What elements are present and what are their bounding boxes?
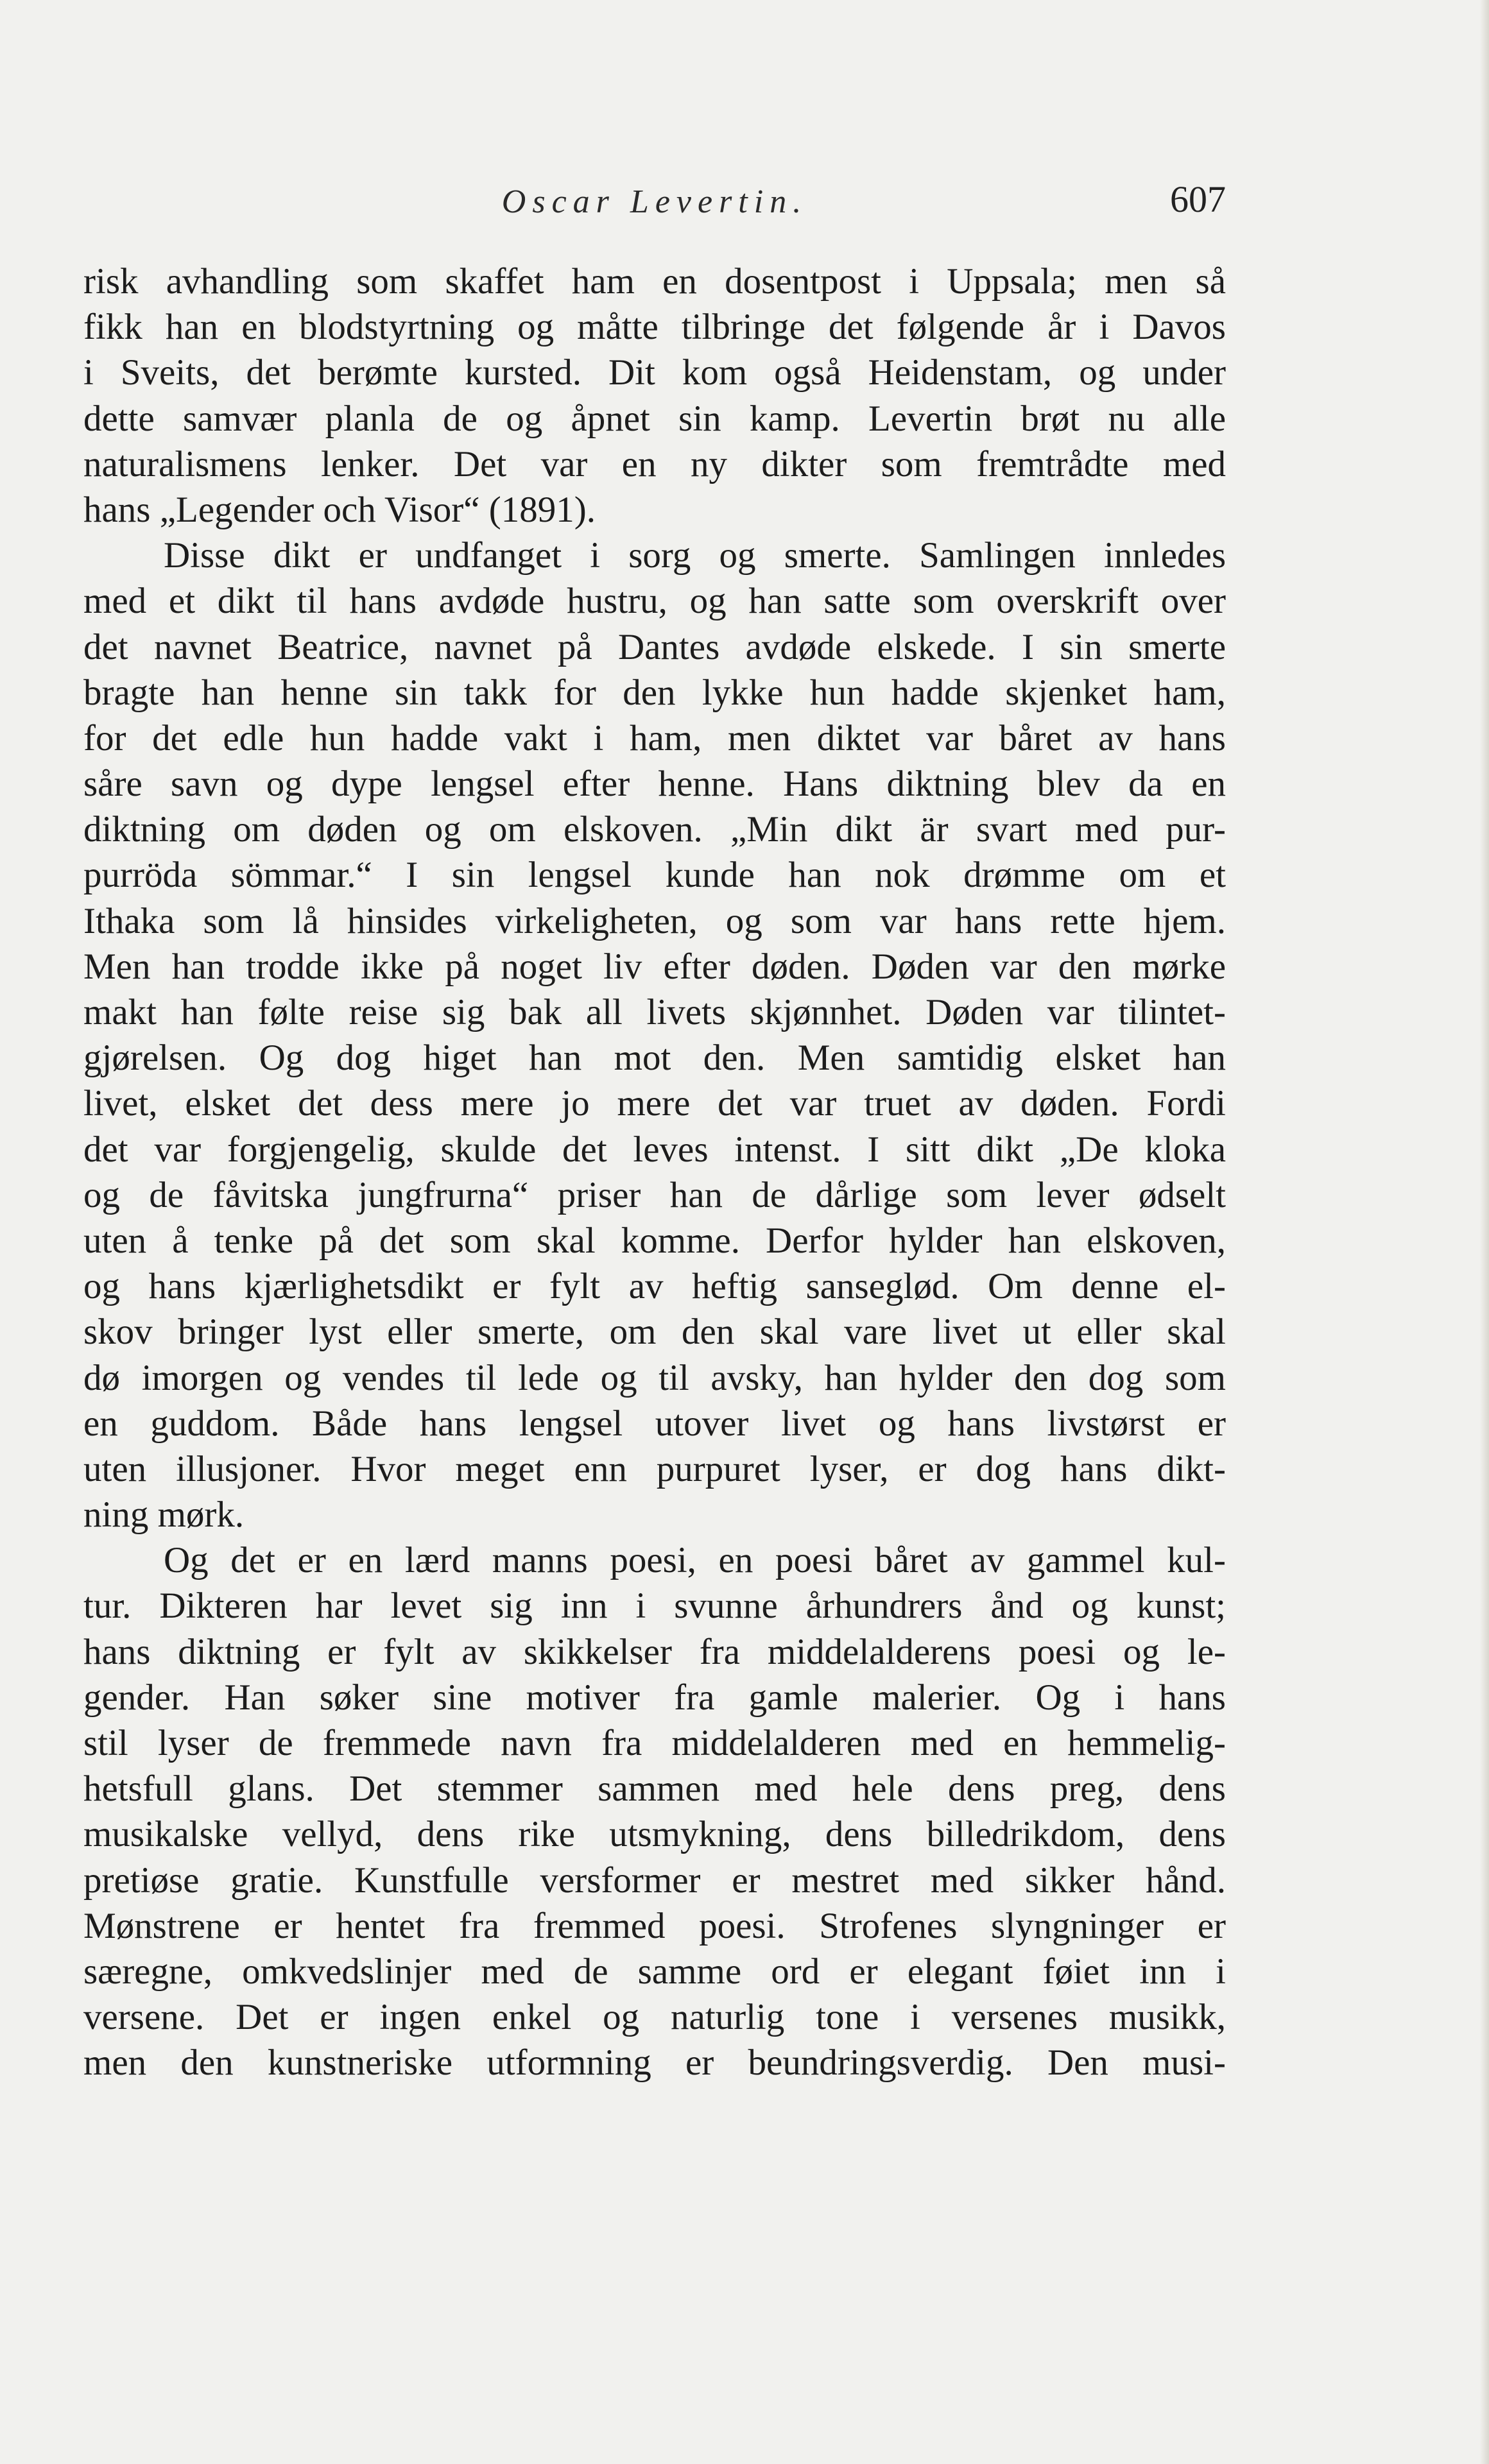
body-text <box>83 259 1226 2086</box>
text-line: tur. Dikteren har levet sig inn i svunne århundrers ånd og kunst; <box>83 1586 1226 1627</box>
text-line: hans „Legender och Visor“ (1891). <box>83 489 596 530</box>
text-line: med et dikt til hans avdøde hustru, og han satte som overskrift over <box>83 581 1226 622</box>
text-line: Mønstrene er hentet fra fremmed poesi. Strofenes slyngninger er <box>83 1905 1226 1946</box>
text-line: pretiøse gratie. Kunstfulle versformer er mestret med sikker hånd. <box>83 1860 1226 1901</box>
text-line: hetsfull glans. Det stemmer sammen med hele dens preg, dens <box>83 1768 1226 1810</box>
text-line: såre savn og dype lengsel efter henne. Hans diktning blev da en <box>83 764 1226 805</box>
text-line: og de fåvitska jungfrurna“ priser han de dårlige som lever ødselt <box>83 1174 1226 1215</box>
text-line: diktning om døden og om elskoven. „Min dikt är svart med pur- <box>83 809 1226 850</box>
text-line: en guddom. Både hans lengsel utover livet og hans livstørst er <box>83 1403 1226 1444</box>
text-line: versene. Det er ingen enkel og naturlig tone i versenes musikk, <box>83 1997 1226 2038</box>
text-line: risk avhandling som skaffet ham en dosentpost i Uppsala; men så <box>83 261 1226 302</box>
text-line: Men han trodde ikke på noget liv efter døden. Døden var den mørke <box>83 946 1226 987</box>
text-line: skov bringer lyst eller smerte, om den skal vare livet ut eller skal <box>83 1312 1226 1353</box>
text-line: særegne, omkvedslinjer med de samme ord er elegant føiet inn i <box>83 1951 1226 1992</box>
text-line: dø imorgen og vendes til lede og til avsky, han hylder den dog som <box>83 1357 1226 1398</box>
paragraph-start-line: Og det er en lærd manns poesi, en poesi båret av gammel kul- <box>164 1540 1226 1581</box>
text-line: fikk han en blodstyrtning og måtte tilbringe det følgende år i Davos <box>83 307 1226 348</box>
text-line: makt han følte reise sig bak all livets skjønnhet. Døden var tilintet- <box>83 992 1226 1032</box>
running-title: Oscar Levertin. <box>501 184 808 220</box>
paragraph-start-line: Disse dikt er undfanget i sorg og smerte. Samlingen innledes <box>164 535 1226 576</box>
text-line: for det edle hun hadde vakt i ham, men diktet var båret av hans <box>83 717 1226 758</box>
text-line: det var forgjengelig, skulde det leves intenst. I sitt dikt „De kloka <box>83 1129 1226 1170</box>
text-line: hans diktning er fylt av skikkelser fra middelalderens poesi og le- <box>83 1631 1226 1672</box>
page-header <box>83 178 1226 234</box>
text-line: Ithaka som lå hinsides virkeligheten, og som var hans rette hjem. <box>83 900 1226 941</box>
text-line: gjørelsen. Og dog higet han mot den. Men samtidig elsket han <box>83 1038 1226 1079</box>
text-line: dette samvær planla de og åpnet sin kamp. Levertin brøt nu alle <box>83 398 1226 439</box>
text-line: og hans kjærlighetsdikt er fylt av heftig sanseglød. Om denne el- <box>83 1266 1226 1307</box>
text-line: i Sveits, det berømte kursted. Dit kom også Heidenstam, og under <box>83 352 1226 393</box>
text-line: uten å tenke på det som skal komme. Derfor hylder han elskoven, <box>83 1220 1226 1261</box>
text-line: ning mørk. <box>83 1494 245 1536</box>
text-line: purröda sömmar.“ I sin lengsel kunde han nok drømme om et <box>83 855 1226 896</box>
page-number: 607 <box>1170 178 1226 220</box>
text-line: gender. Han søker sine motiver fra gamle malerier. Og i hans <box>83 1677 1226 1718</box>
text-line: naturalismens lenker. Det var en ny dikter som fremtrådte med <box>83 443 1226 484</box>
text-line: uten illusjoner. Hvor meget enn purpuret lyser, er dog hans dikt- <box>83 1448 1226 1489</box>
text-line: musikalske vellyd, dens rike utsmykning, dens billedrikdom, dens <box>83 1814 1226 1855</box>
page-edge-shadow <box>1480 0 1489 2464</box>
text-line: livet, elsket det dess mere jo mere det var truet av døden. Fordi <box>83 1083 1226 1124</box>
text-line: det navnet Beatrice, navnet på Dantes avdøde elskede. I sin smerte <box>83 626 1226 667</box>
text-line: men den kunstneriske utformning er beundringsverdig. Den musi- <box>83 2042 1226 2083</box>
text-line: bragte han henne sin takk for den lykke hun hadde skjenket ham, <box>83 672 1226 713</box>
text-line: stil lyser de fremmede navn fra middelalderen med en hemmelig- <box>83 1723 1226 1763</box>
